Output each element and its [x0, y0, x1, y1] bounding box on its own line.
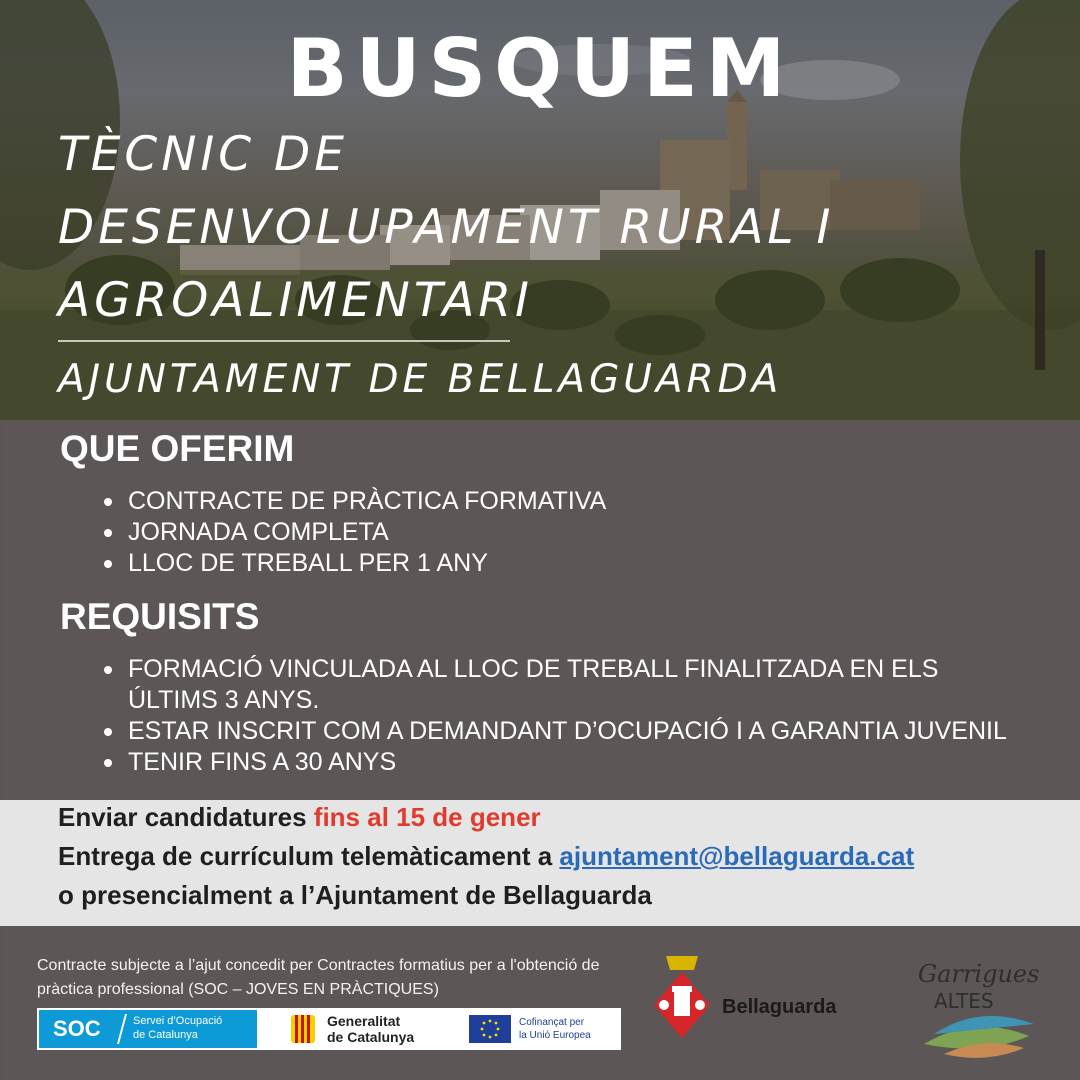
title-divider [58, 340, 510, 342]
in-person-line: o presencialment a l’Ajuntament de Bellaguarda [58, 880, 652, 910]
deadline-date: fins al 15 de gener [313, 802, 541, 832]
soc-logo-word: SOC [53, 1016, 101, 1041]
funding-logos [37, 1008, 621, 1050]
deadline-line [58, 802, 541, 833]
email-label: Entrega de currículum telemàticament a [58, 841, 553, 871]
job-title [58, 118, 1058, 337]
offer-item: JORNADA COMPLETA [100, 517, 1060, 548]
requirement-item: FORMACIÓ VINCULADA AL LLOC DE TREBALL FINALITZADA EN ELS ÚLTIMS 3 ANYS. [100, 654, 980, 716]
job-title-line: AGROALIMENTARI [58, 273, 533, 328]
requirements-list [100, 654, 1060, 778]
svg-text:Garrigues: Garrigues [918, 960, 1040, 988]
garrigues-altes-logo [904, 944, 1044, 1064]
soc-logo-text: Servei d’Ocupació de Catalunya [133, 1015, 223, 1041]
hero-banner [0, 0, 1080, 420]
eu-cofunding-label: Cofinançat per la Unió Europea [519, 1017, 591, 1041]
headline: BUSQUEM [286, 22, 794, 115]
job-title-line: DESENVOLUPAMENT RURAL I [58, 200, 835, 255]
email-link[interactable]: ajuntament@bellaguarda.cat [559, 841, 915, 871]
offer-list [100, 486, 1060, 579]
job-title-line: TÈCNIC DE [58, 127, 348, 182]
details-panel [4, 420, 1080, 800]
email-line [58, 841, 914, 872]
bellaguarda-logo-text: Bellaguarda [722, 996, 837, 1018]
bellaguarda-coat-of-arms-icon [652, 950, 712, 1040]
funding-note: Contracte subjecte a l’ajut concedit per Contractes formatius per a l'obtenció de pràctica professional (SOC – JOVES EN PRÀCTIQUES) [37, 957, 600, 998]
requirement-item: ESTAR INSCRIT COM A DEMANDANT D’OCUPACIÓ I A GARANTIA JUVENIL [100, 716, 1060, 747]
requirements-heading: REQUISITS [60, 596, 260, 637]
offer-item: CONTRACTE DE PRÀCTICA FORMATIVA [100, 486, 1060, 517]
application-info [0, 800, 1080, 926]
employer-name: AJUNTAMENT DE BELLAGUARDA [58, 357, 783, 402]
deadline-label: Enviar candidatures [58, 802, 307, 832]
footer [4, 926, 1080, 1080]
eu-flag-icon [469, 1015, 511, 1043]
svg-text:ALTES: ALTES [934, 989, 994, 1013]
offer-item: LLOC DE TREBALL PER 1 ANY [100, 548, 1060, 579]
requirement-item: TENIR FINS A 30 ANYS [100, 747, 1060, 778]
soc-logo [39, 1010, 257, 1048]
generalitat-logo: Generalitat de Catalunya [327, 1013, 415, 1045]
offer-heading: QUE OFERIM [60, 428, 295, 469]
generalitat-emblem-icon [289, 1013, 317, 1045]
